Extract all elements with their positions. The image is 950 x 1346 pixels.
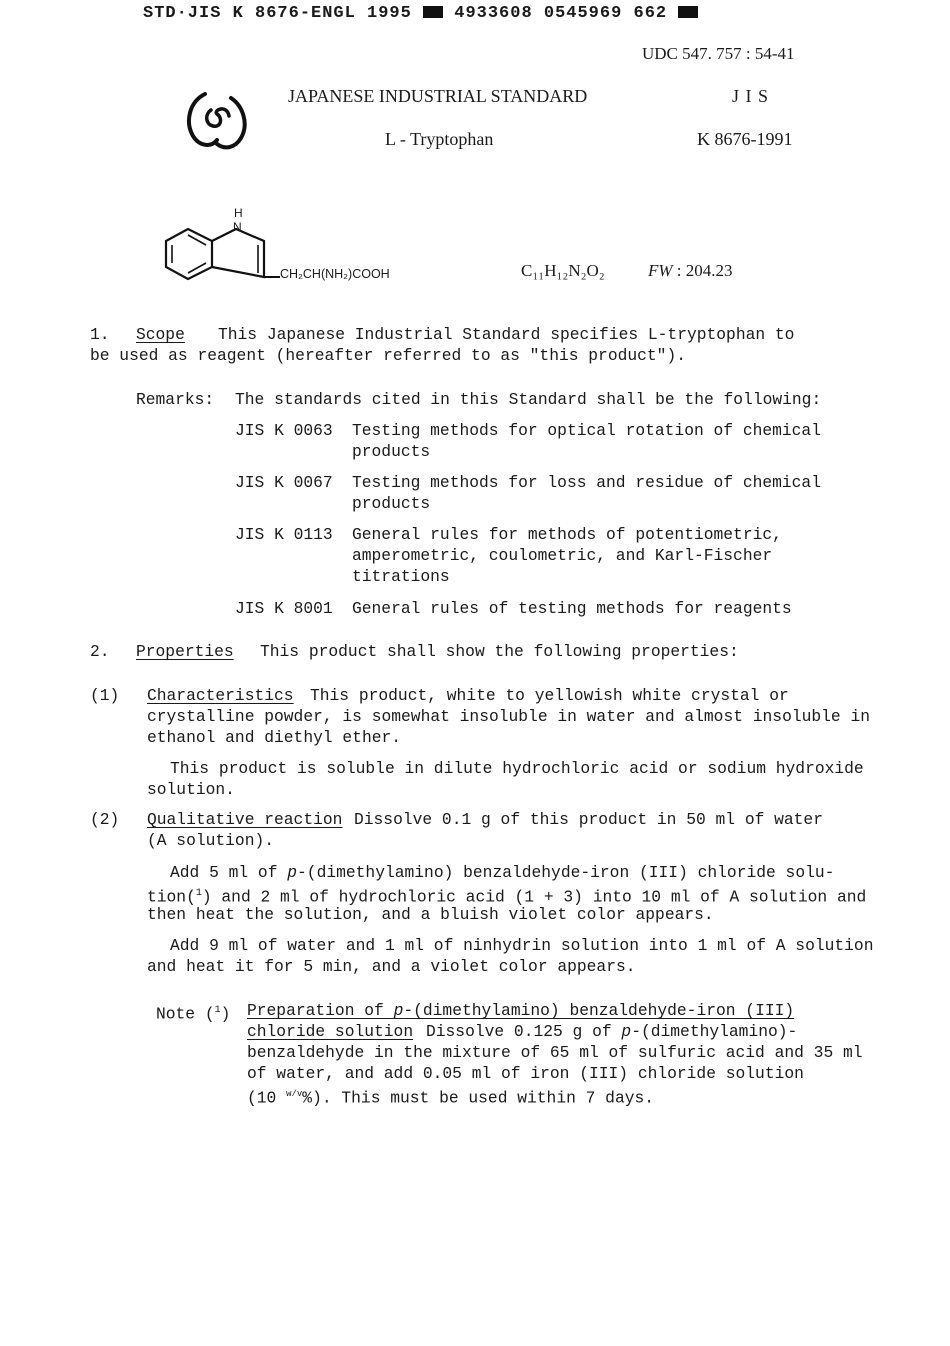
fw-label: FW [648,261,673,280]
remark-title-line: products [352,494,431,513]
section-2-heading: Properties [136,642,234,661]
footnote-ref: 1 [195,888,202,899]
note-label-close: ) [220,1004,231,1024]
remark-title-line: General rules of testing methods for reagents [352,599,792,618]
standard-org: JAPANESE INDUSTRIAL STANDARD [288,86,588,106]
remark-title-line: titrations [352,567,450,586]
header-stamp [143,4,698,23]
item-1-heading: Characteristics [147,686,294,705]
note-line-4: of water, and add 0.05 ml of iron (III) chloride solution [247,1064,804,1083]
fw-value: : 204.23 [676,261,733,280]
structure-h-label: H [234,206,243,220]
item-2-line-1: Dissolve 0.1 g of this product in 50 ml of water [354,810,823,829]
note-heading-line-1 [247,1000,794,1021]
stamp-number-2: 0545969 [543,4,623,23]
item-1-line-1: This product, white to yellowish white crystal or [310,686,789,705]
structure-n-label: N [233,220,242,234]
note-line-5 [247,1084,654,1108]
section-1-heading: Scope [136,325,185,344]
text-run: -(dimethylamino)- [631,1022,798,1041]
note-label-text: Note ( [156,1004,215,1024]
jis-logo-icon [183,88,253,154]
remarks-label: Remarks: [136,390,215,409]
note-line-2 [426,1021,797,1042]
italic-p: p [287,863,298,882]
item-2-para2-line-2: and heat it for 5 min, and a violet color appears. [147,957,636,976]
text-run: (10 [247,1088,287,1108]
remark-code: JIS K 0067 [235,473,333,492]
item-2-para1-line-3: then heat the solution, and a bluish violet color appears. [147,905,714,924]
unit-superscript: w/v [286,1089,303,1099]
note-label [156,1000,230,1024]
molecular-formula: C₁₁H₁₂N₂O₂ [521,261,605,280]
section-1-line-2: be used as reagent (hereafter referred to as "this product"). [90,346,686,365]
note-sup: 1 [214,1005,221,1016]
remark-title-line: Testing methods for optical rotation of chemical [352,421,821,440]
text-run: Add 5 ml of [170,863,288,882]
item-1-line-3: ethanol and diethyl ether. [147,728,402,747]
stamp-code: STD·JIS K 8676-ENGL 1995 [143,4,412,23]
note-heading-line-2: chloride solution [247,1022,414,1041]
item-1-para2-line-1: This product is soluble in dilute hydrochloric acid or sodium hydroxide [170,759,864,778]
udc-code: UDC 547. 757 : 54-41 [642,44,795,63]
text-run: tion( [147,887,196,907]
item-2-number: (2) [90,810,120,829]
item-2-line-2: (A solution). [147,831,275,850]
remark-title-line: Testing methods for loss and residue of chemical [352,473,821,492]
jis-mark: J I S [732,86,770,106]
section-1-number: 1. [90,325,110,344]
section-2-text: This product shall show the following properties: [260,642,739,661]
tryptophan-structure [160,205,290,295]
formula-weight [648,261,733,281]
remark-title-line: products [352,442,431,461]
text-run: -(dimethylamino) benzaldehyde-iron (III) chloride solu- [297,863,835,882]
text-run: -(dimethylamino) benzaldehyde-iron (III) [403,1001,795,1020]
note-line-3: benzaldehyde in the mixture of 65 ml of sulfuric acid and 35 ml [247,1043,863,1062]
remark-title-line: General rules for methods of potentiometric, [352,525,782,544]
remark-code: JIS K 0063 [235,421,333,440]
stamp-bar-1 [423,6,443,18]
text-run: Preparation of [247,1001,394,1020]
italic-p: p [621,1022,632,1041]
remark-title-line: amperometric, coulometric, and Karl-Fischer [352,546,773,565]
item-2-para1-line-1 [170,862,834,883]
italic-p: p [393,1001,404,1020]
item-2-para2-line-1: Add 9 ml of water and 1 ml of ninhydrin solution into 1 ml of A solution [170,936,874,955]
remark-code: JIS K 0113 [235,525,333,544]
structure-sidechain-label: CH₂CH(NH₂)COOH [280,267,390,281]
standard-name: L - Tryptophan [385,129,494,149]
item-1-line-2: crystalline powder, is somewhat insoluble in water and almost insoluble in [147,707,871,726]
item-1-number: (1) [90,686,120,705]
section-2-number: 2. [90,642,110,661]
section-1-line-1: This Japanese Industrial Standard specifies L-tryptophan to [218,325,795,344]
remark-code: JIS K 8001 [235,599,333,618]
text-run: %). This must be used within 7 days. [302,1088,655,1108]
stamp-number-3: 662 [633,4,668,23]
item-1-para2-line-2: solution. [147,780,235,799]
item-2-heading: Qualitative reaction [147,810,343,829]
text-run: Dissolve 0.125 g of [426,1022,622,1041]
standard-number: K 8676-1991 [697,129,793,149]
stamp-bar-2 [678,6,698,18]
remarks-intro: The standards cited in this Standard shall be the following: [235,390,822,409]
text-run: ) and 2 ml of hydrochloric acid (1 + 3) into 10 ml of A solution and [201,887,867,907]
stamp-number-1: 4933608 [454,4,533,23]
